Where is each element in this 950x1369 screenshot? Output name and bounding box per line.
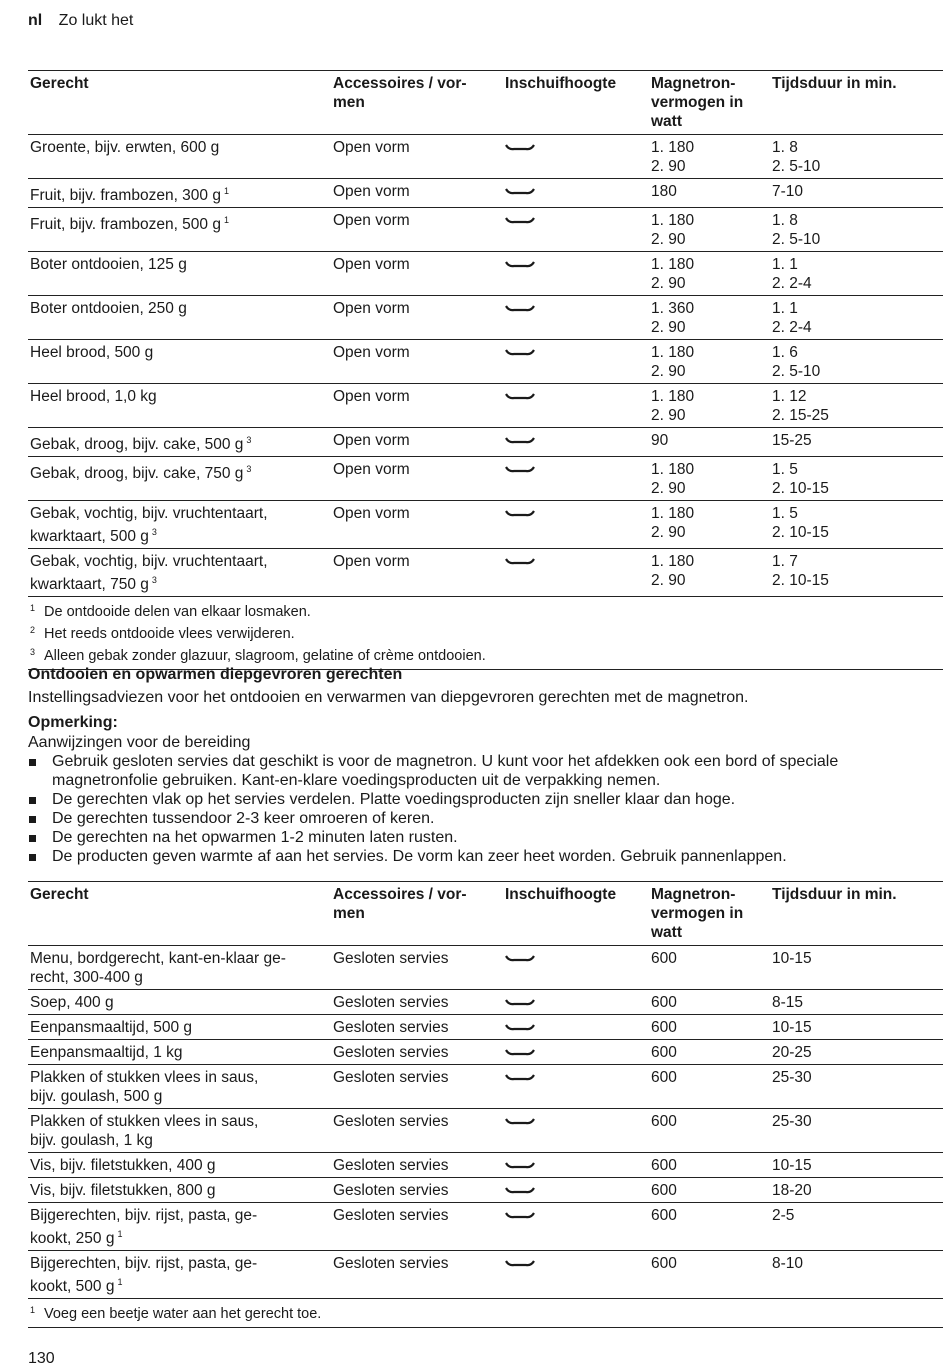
power-cell: 1. 180 2. 90: [649, 208, 770, 252]
table-row: [28, 1203, 943, 1251]
power-cell: 90: [649, 428, 770, 457]
footnote-text: Voeg een beetje water aan het gerecht toe.: [44, 1306, 322, 1322]
power-cell: 600: [649, 1178, 770, 1203]
power-cell: 1. 180 2. 90: [649, 457, 770, 501]
time-cell: 10-15: [770, 946, 943, 990]
shelf-level-icon: [505, 556, 535, 566]
note-subtitle: Aanwijzingen voor de bereiding: [28, 734, 251, 751]
section-intro: Instellingsadviezen voor het ontdooien en verwarmen van diepgevroren gerechten met de magnetron.: [28, 689, 749, 706]
time-cell: 1. 8 2. 5-10: [770, 208, 943, 252]
dish-name: Vis, bijv. filetstukken, 800 g: [30, 1182, 216, 1199]
shelf-cell: [503, 1153, 649, 1178]
power-cell: 600: [649, 1065, 770, 1109]
table-row: [28, 208, 943, 252]
shelf-cell: [503, 990, 649, 1015]
accessory-cell: Gesloten servies: [331, 1015, 503, 1040]
dish-name: Heel brood, 1,0 kg: [30, 388, 157, 405]
shelf-level-icon: [505, 997, 535, 1007]
shelf-level-icon: [505, 303, 535, 313]
time-cell: 18-20: [770, 1178, 943, 1203]
dish-cell: [28, 1040, 331, 1065]
footnote-ref: 1: [223, 215, 229, 225]
dish-cell: [28, 946, 331, 990]
time-cell: 25-30: [770, 1065, 943, 1109]
tip-item: De gerechten na het opwarmen 1-2 minuten laten rusten.: [28, 828, 943, 847]
power-cell: 600: [649, 1203, 770, 1251]
shelf-level-icon: [505, 1072, 535, 1082]
dish-cell: [28, 1251, 331, 1299]
footnote-ref: 3: [151, 575, 157, 585]
shelf-cell: [503, 384, 649, 428]
table-row: [28, 384, 943, 428]
footnote: [30, 643, 941, 665]
shelf-cell: [503, 296, 649, 340]
shelf-level-icon: [505, 347, 535, 357]
accessory-cell: Gesloten servies: [331, 1178, 503, 1203]
power-cell: 1. 360 2. 90: [649, 296, 770, 340]
dish-name: Vis, bijv. filetstukken, 400 g: [30, 1157, 216, 1174]
power-cell: 1. 180 2. 90: [649, 252, 770, 296]
defrost-table: [28, 70, 943, 670]
col-shelf-header: Inschuifhoogte: [503, 71, 649, 135]
footnote-number: 3: [30, 647, 36, 657]
footnote-ref: 1: [223, 186, 229, 196]
col-dish-header: Gerecht: [28, 882, 331, 946]
footnotes-cell: [28, 597, 943, 670]
time-cell: 1. 5 2. 10-15: [770, 501, 943, 549]
footnote-ref: 3: [246, 435, 252, 445]
table-row: [28, 946, 943, 990]
table-row: [28, 252, 943, 296]
dish-cell: [28, 208, 331, 252]
accessory-cell: Open vorm: [331, 340, 503, 384]
dish-cell: [28, 428, 331, 457]
page-number: 130: [28, 1350, 55, 1367]
tip-item: Gebruik gesloten servies dat geschikt is voor de magnetron. U kunt voor het afdekken ook een bord of speciale magnetronfolie gebruiken. Kant-en-klare voedingsproducten uit de verpakking nemen.: [28, 752, 943, 790]
footnote-text: Het reeds ontdooide vlees verwijderen.: [44, 626, 295, 642]
shelf-level-icon: [505, 186, 535, 196]
table-row: [28, 1251, 943, 1299]
col-power-header: Magnetron- vermogen in watt: [649, 71, 770, 135]
table-row: [28, 457, 943, 501]
footnote-number: 1: [30, 1305, 36, 1315]
time-cell: 8-10: [770, 1251, 943, 1299]
power-cell: 1. 180 2. 90: [649, 549, 770, 597]
footnote-row: [28, 597, 943, 670]
dish-cell: [28, 1015, 331, 1040]
accessory-cell: Gesloten servies: [331, 1203, 503, 1251]
time-cell: 1. 8 2. 5-10: [770, 135, 943, 179]
accessory-cell: Open vorm: [331, 428, 503, 457]
accessory-cell: Gesloten servies: [331, 1065, 503, 1109]
power-cell: 600: [649, 1015, 770, 1040]
table-row: [28, 549, 943, 597]
shelf-cell: [503, 457, 649, 501]
table-row: [28, 428, 943, 457]
tip-item: De producten geven warmte af aan het servies. De vorm kan zeer heet worden. Gebruik pannenlappen.: [28, 847, 943, 866]
note-title: Opmerking:: [28, 714, 118, 731]
dish-name: Menu, bordgerecht, kant-en-klaar ge- recht, 300-400 g: [30, 950, 286, 986]
table-row: [28, 1015, 943, 1040]
time-cell: 15-25: [770, 428, 943, 457]
power-cell: 600: [649, 946, 770, 990]
dish-name: Eenpansmaaltijd, 500 g: [30, 1019, 193, 1036]
dish-name: Bijgerechten, bijv. rijst, pasta, ge- kookt, 250 g: [30, 1207, 258, 1247]
power-cell: 600: [649, 1040, 770, 1065]
time-cell: 8-15: [770, 990, 943, 1015]
accessory-cell: Gesloten servies: [331, 1251, 503, 1299]
dish-name: Boter ontdooien, 125 g: [30, 256, 187, 273]
shelf-level-icon: [505, 464, 535, 474]
dish-name: Soep, 400 g: [30, 994, 114, 1011]
table-row: [28, 501, 943, 549]
col-accessory-header: Accessoires / vor- men: [331, 882, 503, 946]
time-cell: 7-10: [770, 179, 943, 208]
dish-cell: [28, 340, 331, 384]
shelf-cell: [503, 179, 649, 208]
shelf-cell: [503, 501, 649, 549]
accessory-cell: Open vorm: [331, 179, 503, 208]
col-time-header: Tijdsduur in min.: [770, 882, 943, 946]
dish-cell: [28, 179, 331, 208]
shelf-level-icon: [505, 391, 535, 401]
footnote-ref: 1: [117, 1229, 123, 1239]
table-row: [28, 1109, 943, 1153]
shelf-cell: [503, 1065, 649, 1109]
time-cell: 25-30: [770, 1109, 943, 1153]
shelf-cell: [503, 1040, 649, 1065]
footnotes-cell: [28, 1299, 943, 1328]
col-time-header: Tijdsduur in min.: [770, 71, 943, 135]
dish-cell: [28, 384, 331, 428]
shelf-level-icon: [505, 508, 535, 518]
dish-cell: [28, 549, 331, 597]
power-cell: 1. 180 2. 90: [649, 135, 770, 179]
tips-list: [28, 752, 943, 866]
shelf-level-icon: [505, 215, 535, 225]
shelf-level-icon: [505, 1210, 535, 1220]
table-row: [28, 179, 943, 208]
footnote-text: De ontdooide delen van elkaar losmaken.: [44, 604, 311, 620]
dish-cell: [28, 1153, 331, 1178]
time-cell: 2-5: [770, 1203, 943, 1251]
accessory-cell: Open vorm: [331, 384, 503, 428]
time-cell: 1. 1 2. 2-4: [770, 252, 943, 296]
shelf-cell: [503, 1015, 649, 1040]
power-cell: 180: [649, 179, 770, 208]
accessory-cell: Open vorm: [331, 457, 503, 501]
table-row: [28, 1040, 943, 1065]
dish-name: Plakken of stukken vlees in saus, bijv. goulash, 1 kg: [30, 1113, 259, 1149]
dish-name: Gebak, vochtig, bijv. vruchtentaart, kwarktaart, 500 g: [30, 505, 268, 545]
shelf-cell: [503, 1251, 649, 1299]
section-label: Zo lukt het: [58, 12, 134, 29]
shelf-level-icon: [505, 1022, 535, 1032]
dish-name: Gebak, droog, bijv. cake, 500 g: [30, 436, 244, 453]
accessory-cell: Gesloten servies: [331, 1153, 503, 1178]
shelf-level-icon: [505, 1160, 535, 1170]
shelf-cell: [503, 549, 649, 597]
col-shelf-header: Inschuifhoogte: [503, 882, 649, 946]
shelf-level-icon: [505, 953, 535, 963]
time-cell: 20-25: [770, 1040, 943, 1065]
shelf-cell: [503, 135, 649, 179]
col-power-header: Magnetron- vermogen in watt: [649, 882, 770, 946]
dish-name: Gebak, vochtig, bijv. vruchtentaart, kwarktaart, 750 g: [30, 553, 268, 593]
time-cell: 10-15: [770, 1015, 943, 1040]
dish-cell: [28, 457, 331, 501]
shelf-level-icon: [505, 1116, 535, 1126]
power-cell: 1. 180 2. 90: [649, 384, 770, 428]
footnote-number: 1: [30, 603, 36, 613]
shelf-level-icon: [505, 1185, 535, 1195]
accessory-cell: Gesloten servies: [331, 1040, 503, 1065]
dish-cell: [28, 1065, 331, 1109]
shelf-level-icon: [505, 1047, 535, 1057]
shelf-cell: [503, 1109, 649, 1153]
shelf-cell: [503, 1178, 649, 1203]
shelf-cell: [503, 252, 649, 296]
dish-cell: [28, 1178, 331, 1203]
footnote-row: [28, 1299, 943, 1328]
shelf-cell: [503, 428, 649, 457]
power-cell: 1. 180 2. 90: [649, 340, 770, 384]
table-row: [28, 135, 943, 179]
table-row: [28, 990, 943, 1015]
dish-cell: [28, 501, 331, 549]
dish-cell: [28, 990, 331, 1015]
power-cell: 600: [649, 1251, 770, 1299]
time-cell: 1. 7 2. 10-15: [770, 549, 943, 597]
table-row: [28, 340, 943, 384]
dish-name: Groente, bijv. erwten, 600 g: [30, 139, 220, 156]
time-cell: 1. 6 2. 5-10: [770, 340, 943, 384]
shelf-cell: [503, 208, 649, 252]
time-cell: 1. 5 2. 10-15: [770, 457, 943, 501]
time-cell: 10-15: [770, 1153, 943, 1178]
dish-cell: [28, 1203, 331, 1251]
power-cell: 1. 180 2. 90: [649, 501, 770, 549]
table-row: [28, 296, 943, 340]
dish-cell: [28, 135, 331, 179]
tip-item: De gerechten tussendoor 2-3 keer omroeren of keren.: [28, 809, 943, 828]
shelf-cell: [503, 946, 649, 990]
accessory-cell: Open vorm: [331, 135, 503, 179]
table-header-row: [28, 71, 943, 135]
shelf-cell: [503, 1203, 649, 1251]
shelf-level-icon: [505, 1258, 535, 1268]
shelf-level-icon: [505, 142, 535, 152]
page-header: [28, 12, 133, 30]
table-header-row: [28, 882, 943, 946]
dish-name: Fruit, bijv. frambozen, 500 g: [30, 216, 221, 233]
accessory-cell: Open vorm: [331, 252, 503, 296]
dish-cell: [28, 296, 331, 340]
footnote-ref: 3: [151, 527, 157, 537]
col-accessory-header: Accessoires / vor- men: [331, 71, 503, 135]
dish-cell: [28, 1109, 331, 1153]
time-cell: 1. 1 2. 2-4: [770, 296, 943, 340]
accessory-cell: Gesloten servies: [331, 946, 503, 990]
dish-name: Gebak, droog, bijv. cake, 750 g: [30, 465, 244, 482]
accessory-cell: Gesloten servies: [331, 1109, 503, 1153]
col-dish-header: Gerecht: [28, 71, 331, 135]
footnote-ref: 3: [246, 464, 252, 474]
shelf-cell: [503, 340, 649, 384]
shelf-level-icon: [505, 259, 535, 269]
accessory-cell: Open vorm: [331, 501, 503, 549]
power-cell: 600: [649, 990, 770, 1015]
accessory-cell: Open vorm: [331, 549, 503, 597]
shelf-level-icon: [505, 435, 535, 445]
footnote-text: Alleen gebak zonder glazuur, slagroom, gelatine of crème ontdooien.: [44, 648, 486, 664]
power-cell: 600: [649, 1109, 770, 1153]
footnote: [30, 599, 941, 621]
tip-item: De gerechten vlak op het servies verdelen. Platte voedingsproducten zijn sneller klaar dan hoge.: [28, 790, 943, 809]
dish-name: Heel brood, 500 g: [30, 344, 154, 361]
dish-cell: [28, 252, 331, 296]
dish-name: Boter ontdooien, 250 g: [30, 300, 187, 317]
power-cell: 600: [649, 1153, 770, 1178]
table-row: [28, 1178, 943, 1203]
reheat-table: [28, 881, 943, 1328]
section-title: Ontdooien en opwarmen diepgevroren gerechten: [28, 666, 403, 683]
footnote: [30, 1301, 941, 1323]
language-code: nl: [28, 12, 43, 29]
accessory-cell: Open vorm: [331, 296, 503, 340]
table-row: [28, 1065, 943, 1109]
accessory-cell: Open vorm: [331, 208, 503, 252]
footnote-ref: 1: [117, 1277, 123, 1287]
time-cell: 1. 12 2. 15-25: [770, 384, 943, 428]
table-row: [28, 1153, 943, 1178]
dish-name: Bijgerechten, bijv. rijst, pasta, ge- kookt, 500 g: [30, 1255, 258, 1295]
dish-name: Eenpansmaaltijd, 1 kg: [30, 1044, 183, 1061]
dish-name: Fruit, bijv. frambozen, 300 g: [30, 187, 221, 204]
footnote-number: 2: [30, 625, 36, 635]
footnote: [30, 621, 941, 643]
dish-name: Plakken of stukken vlees in saus, bijv. goulash, 500 g: [30, 1069, 259, 1105]
accessory-cell: Gesloten servies: [331, 990, 503, 1015]
